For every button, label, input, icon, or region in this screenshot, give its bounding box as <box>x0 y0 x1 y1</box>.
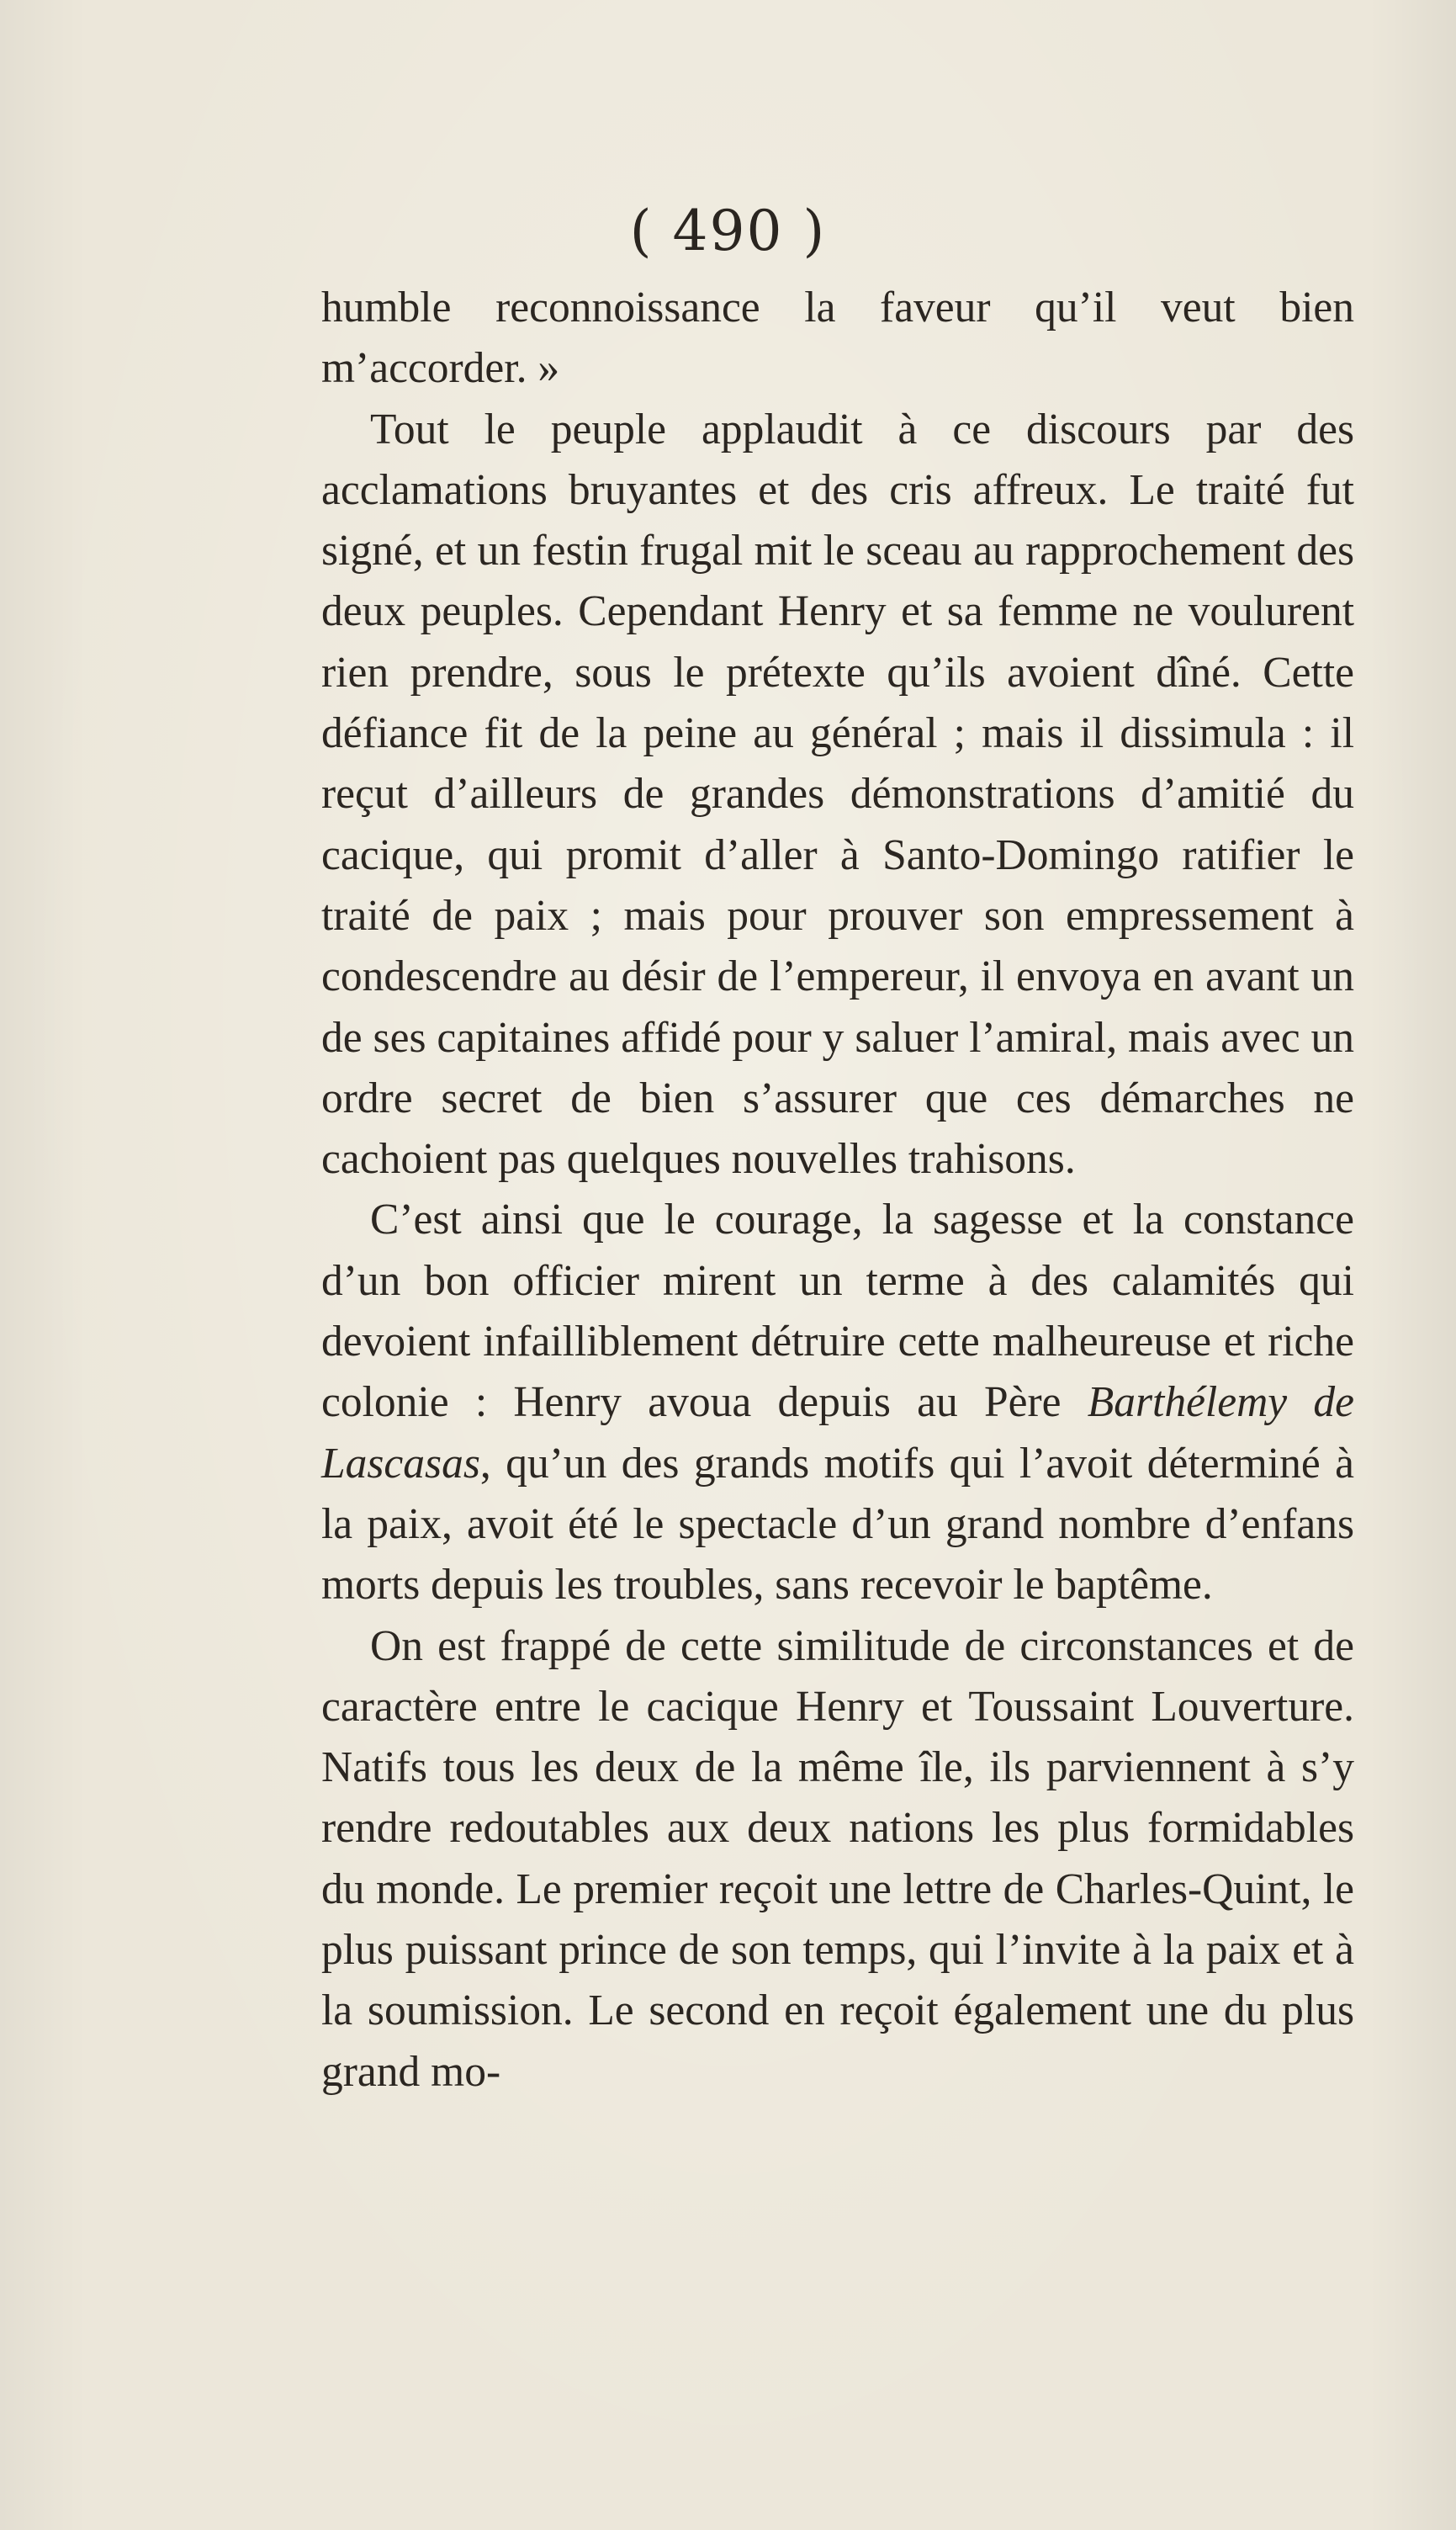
text-segment: , qu’un des grands motifs qui l’avoit déterminé à la paix, avoit été le spectacle d’un grand nombre d’enfans morts depuis les troubles, sans recevoir le baptême. <box>321 1439 1354 1610</box>
text-segment: C’est ainsi que le courage, la sagesse et la constance d’un bon officier mirent un terme à des calamités qui devoient infailliblement détruire cette malheureuse et riche colonie : Henry avoua depuis au Père <box>321 1196 1354 1427</box>
paragraph-courage <box>321 1190 1354 1615</box>
text-segment: Tout le peuple applaudit à ce discours par des acclamations bruyantes et des cris affreux. Le traité fut signé, et un festin frugal mit le sceau au rapprochement des deux peuples. Cependant Henry et sa femme ne voulurent rien prendre, sous le prétexte qu’ils avoient dîné. Cette défiance fit de la peine au général ; mais il dissimula : il reçut d’ailleurs de grandes démonstrations d’amitié du cacique, qui promit d’aller à Santo-Domingo ratifier le traité de paix ; mais pour prouver son empressement à condescendre au désir de l’empereur, il envoya en avant un de ses capitaines affidé pour y saluer l’amiral, mais avec un ordre secret de bien s’assurer que ces démarches ne cachoient pas quelques nouvelles trahisons. <box>321 405 1354 1184</box>
page-number: ( 490 ) <box>629 199 827 263</box>
body-text <box>321 278 1354 2103</box>
text-segment: On est frappé de cette similitude de circonstances et de caractère entre le cacique Henry et Toussaint Louverture. Natifs tous les deux de la même île, ils parviennent à s’y rendre redoutables aux deux nations les plus formidables du monde. Le premier reçoit une lettre de Charles-Quint, le plus puissant prince de son temps, qui l’invite à la paix et à la soumission. Le second en reçoit également une du plus grand mo- <box>321 1621 1354 2096</box>
paragraph-comparison <box>321 1616 1354 2103</box>
italic-name: Barthélemy de Lascasas <box>321 1378 1354 1488</box>
text-segment: humble reconnoissance la faveur qu’il veut bien m’accorder. » <box>321 284 1354 393</box>
paragraph-treaty <box>321 400 1354 1191</box>
paragraph-continuation <box>321 278 1354 400</box>
